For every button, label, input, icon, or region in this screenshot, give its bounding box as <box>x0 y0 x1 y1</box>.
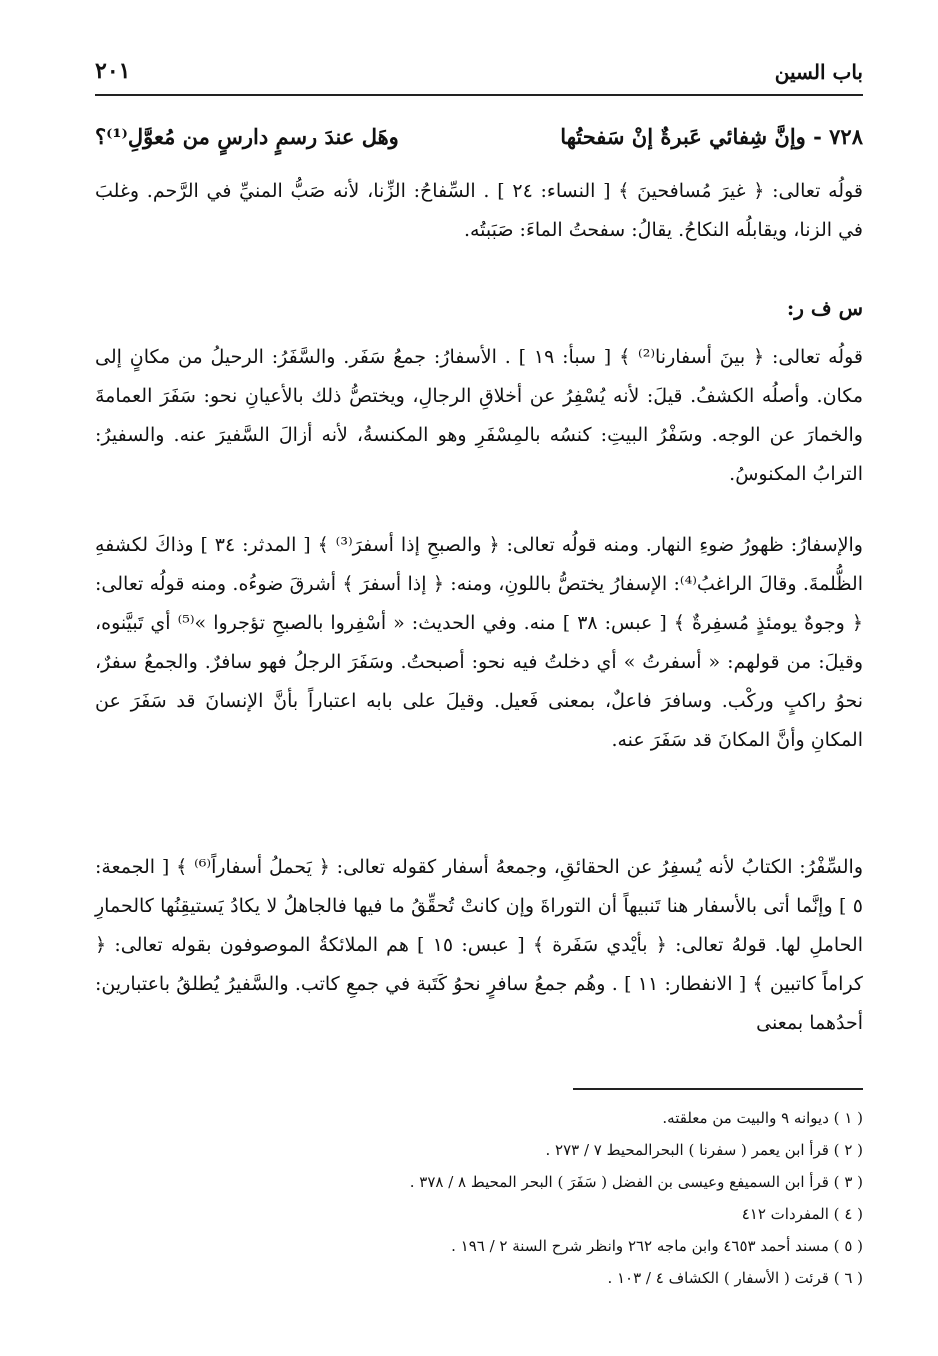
footnote: ( ٢ ) قرأ ابن يعمر ( سفرنا ) البحرالمحيط ٧ / ٢٧٣ . <box>545 1141 863 1159</box>
paragraph-safh: قولُه تعالى: ﴿ غيرَ مُسافحينَ ﴾ [ النساء: ٢٤ ] . السِّفاحُ: الزِّنا، لأنه صَبُّ المنيِّ في الرَّحم. وغلبَ في الزنا، ويقابلُه النكاحُ. يقالُ: سفحتُ الماءَ: صَبَبتُه. <box>95 180 863 241</box>
footnote: ( ١ ) ديوانه ٩ والبيت من معلقته. <box>662 1109 863 1127</box>
paragraph-isfar: والإسفارُ: ظهورُ ضوءِ النهار. ومنه قولُه تعالى: ﴿ والصبحِ إذا أسفرَ⁽³⁾ ﴾ [ المدثر: ٣٤ ] وذاكَ لكشفهِ الظُّلمةَ. وقالَ الراغبُ⁽⁴⁾: الإسفارُ يختصُّ باللونِ، ومنه: ﴿ إذا أسفرَ ﴾ أشرقَ ضوءُه. ومنه قولُه تعالى: ﴿ وجوهٌ يومئذٍ مُسفِرةٌ ﴾ [ عبس: ٣٨ ] منه. وفي الحديث: « أسْفِروا بالصبحِ تؤجروا »⁽⁵⁾ أي تَبيَّنوه، وقيلَ: من قولهم: « أسفرتُ » أي دخلتُ فيه نحو: أصبحتُ. وسَفَرَ الرجلُ فهو سافرٌ. والجمعُ سفرٌ، نحوُ راكبٍ وركْب. وسافرَ فاعلٌ، بمعنى فَعيل. وقيلَ على بابه اعتباراً بأنَّ الإنسانَ قد سَفَرَ عن المكانِ وأنَّ المكانَ قد سَفَرَ عنه. <box>95 534 863 751</box>
verse-first-hemistich: ٧٢٨ - وإنَّ شِفائي عَبرةٌ إنْ سَفحتُها <box>560 124 863 149</box>
footnote-divider <box>573 1088 863 1090</box>
paragraph-sifr: والسِّفْرُ: الكتابُ لأنه يُسفِرُ عن الحقائقِ، وجمعهُ أسفار كقوله تعالى: ﴿ يَحملُ أسفاراً⁽⁶⁾ ﴾ [ الجمعة: ٥ ] وإنَّما أتى بالأسفار هنا تَنبيهاً أن التوراةَ وإن كانتْ تُحقِّقُ ما فيها فالجاهلُ لا يكادُ يَستيقِنُها كالحمارِ الحاملِ لها. قولهُ تعالى: ﴿ بأيْدي سَفَرة ﴾ [ عبس: ١٥ ] هم الملائكةُ الموصوفون بقوله تعالى: ﴿ كراماً كاتبين ﴾ [ الانفطار: ١١ ] . وهُم جمعُ سافرٍ نحوُ كَتَبة في جمعِ كاتب. والسَّفيرُ يُطلقُ باعتبارين: أحدُهما بمعنى <box>95 856 863 1034</box>
footnote: ( ٤ ) المفردات ٤١٢ <box>741 1205 863 1223</box>
running-header <box>95 56 863 92</box>
book-page <box>95 56 863 1316</box>
root-heading: س ف ر: <box>786 296 863 320</box>
page-number: ٢٠١ <box>95 58 131 84</box>
footnotes-list <box>95 1102 863 1294</box>
chapter-title: باب السين <box>774 60 863 84</box>
paragraph-asfar: قولُه تعالى: ﴿ بينَ أسفارنا⁽²⁾ ﴾ [ سبأ: ١٩ ] . الأسفارُ: جمعُ سَفَر. والسَّفَرُ: الرحيلُ من مكانٍ إلى مكان. وأصلُه الكشفُ. قيلَ: لأنه يُسْفِرُ عن أخلاقِ الرجالِ، ويختصُّ ذلك بالأعيانِ نحو: سَفَرَ العمامةَ والخمارَ عن الوجه. وسَفْرُ البيتِ: كنسُه بالمِسْفَرِ وهو المكنسةُ، لأنه أزالَ السَّفيرَ عنه. والسفيرُ: الترابُ المكنوسُ. <box>95 346 863 485</box>
poetry-verse <box>95 124 863 160</box>
footnote: ( ٣ ) قرأ ابن السميفع وعيسى بن الفضل ( سَفَرَ ) البحر المحيط ٨ / ٣٧٨ . <box>409 1173 863 1191</box>
footnote: ( ٥ ) مسند أحمد ٤٦٥٣ وابن ماجه ٢٦٢ وانظر شرح السنة ٢ / ١٩٦ . <box>451 1237 863 1255</box>
footnote: ( ٦ ) قرئت ( الأسفار ) الكشاف ٤ / ١٠٣ . <box>607 1269 863 1287</box>
verse-second-hemistich: وهَل عندَ رسمٍ دارسٍ من مُعوَّلِ⁽¹⁾؟ <box>95 124 399 149</box>
header-divider <box>95 94 863 96</box>
